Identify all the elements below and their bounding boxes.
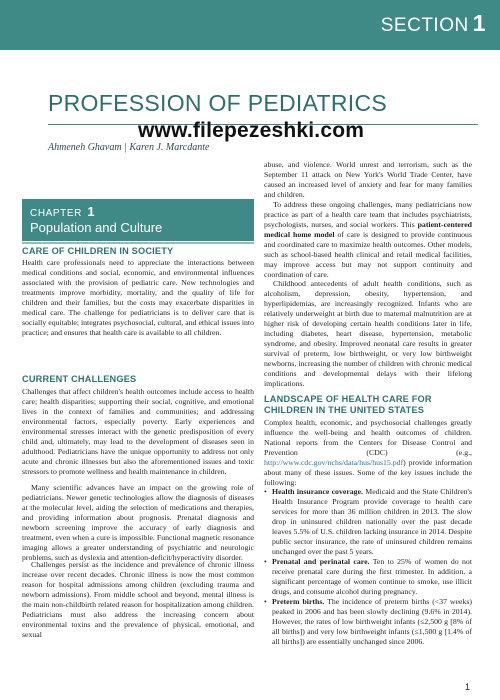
key-issues-list — [264, 487, 472, 647]
list-item — [264, 557, 472, 597]
section-number: 1 — [472, 10, 486, 36]
list-item-text: The incidence of preterm births (<37 weeks) peaked in 2006 and has been slowly declining (9.6% in 2014). However, the rates of low birthweight infants (≤2,500 g [8% of all births]) and very low birthweight infants (≤1,500 g [1.4% of all births]) are essentially unchanged since 2006. — [272, 597, 472, 646]
page-title: PROFESSION OF PEDIATRICS — [48, 90, 388, 116]
paragraph-text: of care is designed to provide continuous and coordinated care to maximize health outcomes. Other models, such as school-based health clinical and retail medical facilities, may improve access but may not support continuity and coordination of care. — [264, 230, 472, 279]
paragraph-text: ) provide information about many of these issues. Some of the key issues include the following: — [264, 458, 472, 487]
list-item-text: Medicaid and the State Children's Health Insurance Program provide coverage to health care services for more than 36 million children in 2013. The slow drop in uninsured children nationally over the past decade leaves 5.5% of U.S. children lacking insurance in 2014. Despite public sector insurance, the rate of uninsured children remains unchanged over the past 5 years. — [272, 487, 472, 556]
list-item — [264, 487, 472, 557]
author-separator: | — [124, 142, 127, 153]
list-item — [264, 597, 472, 647]
paragraph-care: Health care professionals need to appreciate the interactions between medical conditions and social, economic, and environmental influences associated with the provision of pediatric care. New technologies and treatments improve morbidity, mortality, and the quality of life for children and their families, but the costs may exacerbate disparities in medical care. The challenge for pediatricians is to deliver care that is socially equitable; integrates psychosocial, cultural, and ethical issues into practice; and ensures that health care is available to all children. — [22, 258, 254, 337]
paragraph-challenges-2 — [22, 483, 254, 563]
section-label — [381, 10, 486, 37]
paragraph-challenges-5 — [264, 279, 472, 389]
paragraph-text: Childhood antecedents of adult health conditions, such as alcoholism, depression, obesity, hypertension, and hyperlipidemias, are increasingly recognized. Infants who are relatively underweight at birth due to maternal malnutrition are at higher risk of developing certain health conditions later in life, including diabetes, heart disease, hypertension, metabolic syndrome, and obesity. Improved neonatal care results in greater survival of preterm, low birthweight, or very low birthweight newborns, increasing the number of children with chronic medical conditions and developmental delays with their lifelong implications. — [264, 279, 472, 388]
paragraph-challenges-3 — [22, 560, 254, 640]
section-heading-care: CARE OF CHILDREN IN SOCIETY — [22, 246, 174, 256]
paragraph-text: Complex health, economic, and psychosocial challenges greatly influence the well-being and health outcomes of children. National reports from the Centers for Disease Control and Prevention (CDC) (e.g., — [264, 418, 472, 457]
chapter-label — [30, 204, 95, 219]
paragraph-challenges-3-continued: abuse, and violence. World unrest and terrorism, such as the September 11 attack on New York's World Trade Center, have caused an increased level of anxiety and fear for many families and children. — [264, 160, 472, 199]
list-item-title: Prenatal and perinatal care. — [272, 557, 370, 566]
paragraph-text: To address these ongoing challenges, many pediatricians now practice as part of a health care team that includes psychiatrists, psychologists, nurses, and social workers. This — [264, 200, 472, 229]
heading-line: LANDSCAPE OF HEALTH CARE FOR — [264, 394, 432, 404]
author-name: Karen J. Marcdante — [129, 142, 210, 153]
paragraph-text: Challenges persist as the incidence and prevalence of chronic illness increase over recent decades. Chronic illness is now the most common reason for hospital admissions among children (excluding trauma and newborn admissions). From middle school and beyond, mental illness is the main non-childbirth related reason for hospitalization among children. Pediatricians must also address the increasing concern about environmental toxins and the prevalence of physical, emotional, and sexual — [22, 560, 254, 639]
authors-line — [48, 142, 209, 153]
heading-line: CHILDREN IN THE UNITED STATES — [264, 405, 425, 415]
section-word: SECTION — [380, 15, 469, 36]
list-item-title: Health insurance coverage. — [272, 487, 363, 496]
chapter-title: Population and Culture — [30, 220, 163, 235]
list-item-title: Preterm births. — [272, 597, 325, 606]
paragraph-challenges-1: Challenges that affect children's health outcomes include access to health care; health disparities; supporting their social, cognitive, and emotional lives in the context of families and communities; and addressing environmental factors, especially poverty. Early experiences and environmental stresses interact with the genetic predisposition of every child and, ultimately, may lead to the development of diseases seen in adulthood. Pediatricians have the unique opportunity to address not only acute and chronic illnesses but also the aforementioned issues and toxic stressors to promote wellness and health maintenance in children. — [22, 387, 254, 476]
list-item-text: Ten to 25% of women do not receive prenatal care during the first trimester. In addition, a significant percentage of women continue to smoke, use illicit drugs, and consume alcohol during pregnancy. — [272, 557, 472, 596]
section-heading-challenges: CURRENT CHALLENGES — [22, 374, 137, 384]
paragraph-challenges-4 — [264, 200, 472, 280]
paragraph-landscape-intro — [264, 418, 472, 488]
section-header-bar — [0, 0, 500, 50]
section-heading-landscape — [264, 394, 432, 416]
chapter-divider — [22, 242, 254, 244]
chapter-number: 1 — [87, 204, 96, 219]
cdc-report-link[interactable]: http://www.cdc.gov/nchs/data/hus/hus15.pdf — [264, 458, 404, 467]
emphasis-text: patient-centered medical home model — [264, 220, 472, 239]
chapter-word: CHAPTER — [30, 208, 82, 219]
paragraph-text: Many scientific advances have an impact on the growing role of pediatricians. Newer genetic technologies allow the diagnosis of diseases at the molecular level, aiding the selection of medications and therapies, and providing information about prognosis. Prenatal diagnosis and newborn screening improve the accuracy of early diagnosis and treatment, even when a cure is impossible. Functional magnetic resonance imaging allows a greater understanding of psychiatric and neurologic problems, such as dyslexia and attention-deficit/hyperactivity disorder. — [22, 483, 254, 562]
author-name: Ahmeneh Ghavam — [48, 142, 122, 153]
page-number: 1 — [464, 682, 470, 692]
chapter-banner — [22, 199, 254, 241]
watermark-text: www.filepezeshki.com — [138, 119, 365, 142]
